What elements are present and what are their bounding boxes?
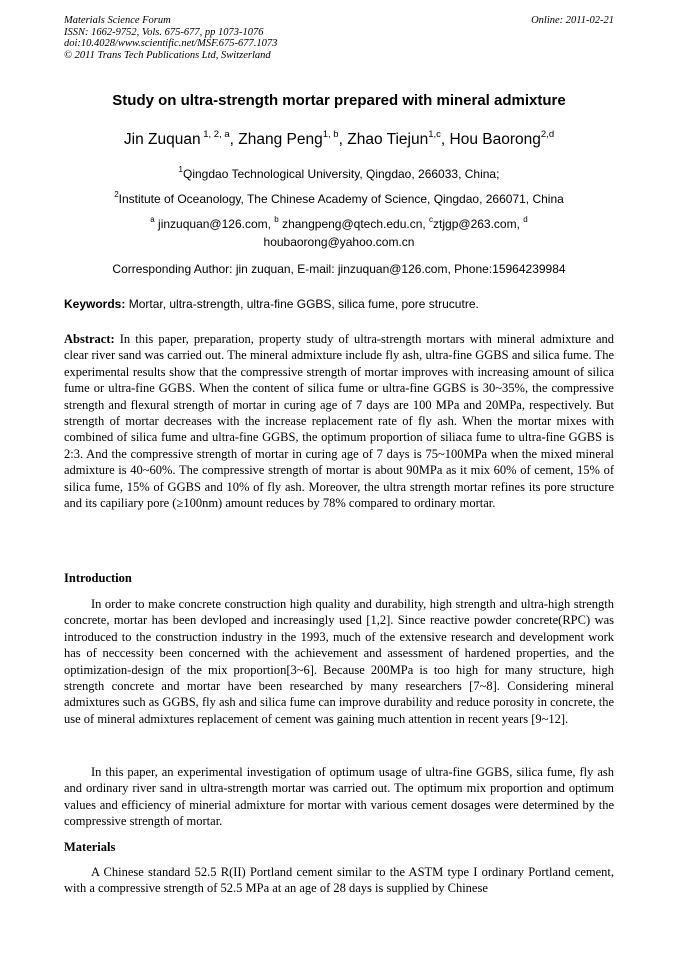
author-name: Hou Baorong (449, 131, 541, 148)
email-b[interactable]: zhangpeng@qtech.edu.cn, (278, 217, 430, 231)
author-name: Zhang Peng (238, 131, 323, 148)
author-sup: 1, b (322, 129, 339, 140)
email-a[interactable]: jinzuquan@126.com, (154, 217, 275, 231)
email-sup: d (523, 215, 528, 224)
author-sep: , (338, 131, 348, 148)
author-name: Jin Zuquan (123, 131, 201, 148)
doi-line[interactable]: doi:10.4028/www.scientific.net/MSF.675-677.1073 (64, 38, 278, 49)
email-sup: a (150, 215, 155, 224)
paragraph-text: In order to make concrete construction high quality and durability, high strength and ultra-high strength concrete, mortar has been devloped and increasingly used [1,2]. Since reactive powder concrete(RPC) was introduced to the construction industry in the 1993, much of the extensive research and development work has of neccessity been concerned with the achievement and assessment of hardened properties, and the optimization-design of the mix proportion[3~6]. Because 200MPa is too high for many structure, high strength concrete and mortar have been researched by many researchers [7~8]. Considering mineral admixtures such as GGBS, fly ash and silica fume can improve durability and reduce porosity in concrete, the use of mineral admixtures replacement of cement was gaining much attention in recent years [9~12]. (64, 597, 614, 726)
journal-name: Materials Science Forum (64, 15, 171, 26)
affiliation-sup: 1 (178, 165, 183, 174)
author-name: Zhao Tiejun (347, 131, 429, 148)
keywords-text: Mortar, ultra-strength, ultra-fine GGBS, silica fume, pore strucutre. (125, 297, 479, 311)
author-sep: , (229, 131, 239, 148)
online-date: Online: 2011-02-21 (531, 15, 614, 26)
keywords-label: Keywords: (64, 297, 126, 311)
introduction-paragraph-2 (64, 764, 614, 830)
paragraph-text: In this paper, an experimental investigation of optimum usage of ultra-fine GGBS, silica fume, fly ash and ordinary river sand in ultra-strength mortar was carried out. The optimum mix proportion and optimum values and efficiency of minerial admixture for mortar with various cement dosages were determined by the compressive strength of mortar. (64, 765, 614, 829)
author-sup: 2,d (540, 129, 555, 140)
author-list (0, 131, 678, 149)
abstract-label: Abstract: (64, 332, 115, 346)
affiliation-text: Institute of Oceanology, The Chinese Academy of Science, Qingdao, 266071, China (118, 192, 564, 206)
author-sup: 1, 2, a (200, 129, 230, 140)
author-sup: 1,c (428, 129, 441, 140)
email-d[interactable]: houbaorong@yahoo.com.cn (263, 235, 415, 249)
affiliation-text: Qingdao Technological University, Qingdao, 266033, China; (183, 167, 500, 181)
abstract-text: In this paper, preparation, property study of ultra-strength mortars with mineral admixture and clear river sand was carried out. The mineral admixture include fly ash, ultra-fine GGBS and silica fume. The experimental results show that the compressive strength of mortar improves with increasing amount of silica fume or ultra-fine GGBS. When the content of silica fume or ultra-fine GGBS is 30~35%, the compressive strength and flexural strength of mortar in curing age of 7 days are 100 MPa and 20MPa, respectively. But strength of mortar decreases with the increase replacement rate of fly ash. When the mortar mixes with combined of silica fume and ultra-fine GGBS, the optimum proportion of siliaca fume to ultra-fine GGBS is 2:3. And the compressive strength of mortar in curing age of 7 days is 75~100MPa when the mixed mineral admixture is 40~60%. The compressive strength of mortar is about 90MPa as it mix 60% of cement, 15% of silica fume, 15% of GGBS and 10% of fly ash. Moreover, the ultra strength mortar refines its pore structure and its capiliary pore (≥100nm) amount reduces by 78% compared to ordinary mortar. (64, 332, 614, 511)
corresponding-author: Corresponding Author: jin zuquan, E-mail: jinzuquan@126.com, Phone:15964239984 (112, 262, 566, 276)
issn-line: ISSN: 1662-9752, Vols. 675-677, pp 1073-1076 (64, 26, 264, 38)
affiliation-1 (0, 167, 678, 181)
copyright-line: © 2011 Trans Tech Publications Ltd, Switzerland (64, 49, 271, 61)
section-heading-introduction: Introduction (64, 571, 132, 585)
email-sup: c (429, 215, 434, 224)
affiliation-sup: 2 (114, 190, 119, 199)
abstract (64, 331, 614, 511)
email-sup: b (274, 215, 279, 224)
author-sep: , (440, 131, 450, 148)
email-c[interactable]: ztjgp@263.com, (433, 217, 524, 231)
keywords (64, 297, 479, 311)
paragraph-text: A Chinese standard 52.5 R(II) Portland cement similar to the ASTM type I ordinary Portland cement, with a compressive strength of 52.5 MPa at an age of 28 days is supplied by Chinese (64, 865, 614, 896)
paper-title: Study on ultra-strength mortar prepared with mineral admixture (112, 92, 566, 109)
section-heading-materials: Materials (64, 840, 116, 854)
email-line-2 (0, 235, 678, 249)
affiliation-2 (0, 192, 678, 206)
introduction-paragraph-1 (64, 596, 614, 727)
journal-header (64, 15, 277, 61)
email-line (0, 217, 678, 231)
materials-paragraph-1 (64, 864, 614, 897)
